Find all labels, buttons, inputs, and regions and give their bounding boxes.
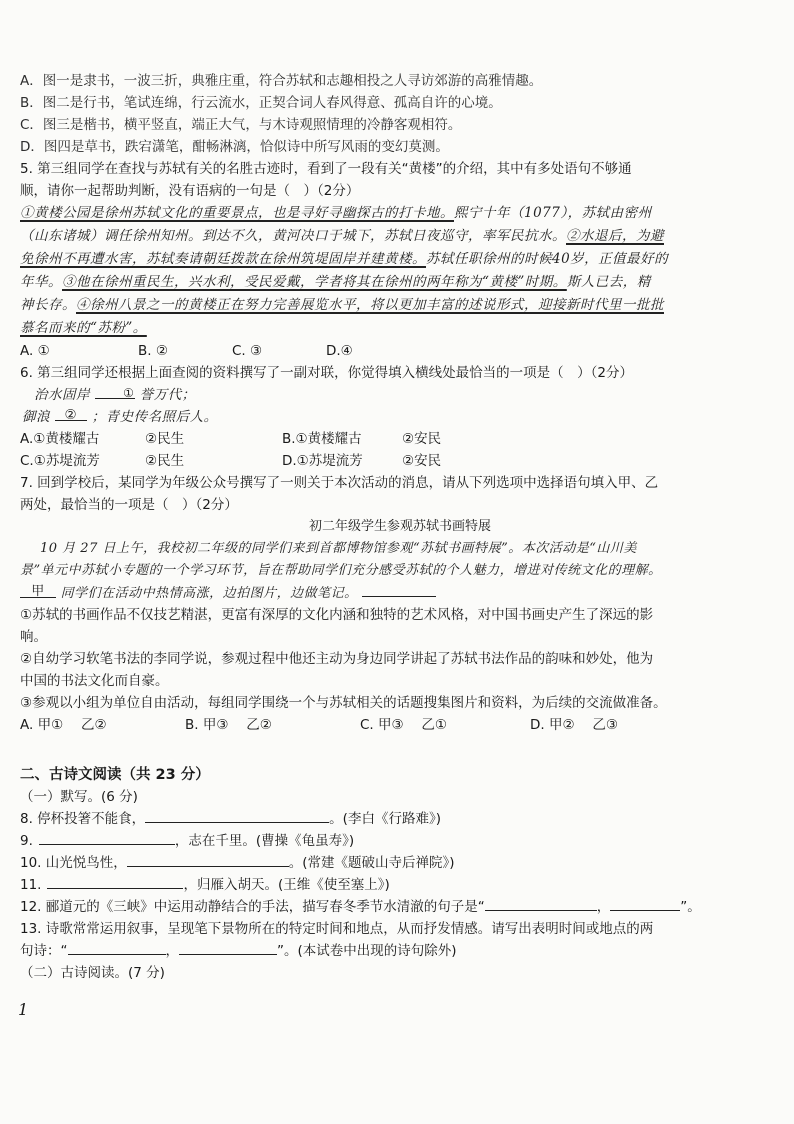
spacer	[20, 736, 780, 764]
q5-sentence-4-cont: 慕名而来的“苏粉”。	[20, 320, 147, 336]
q12-text: 12. 郦道元的《三峡》中运用动静结合的手法，描写春冬季节水清澈的句子是“	[20, 899, 485, 915]
q11	[20, 874, 780, 896]
q5-passage-line1	[20, 202, 780, 225]
q4-option-b: B．图二是行书，笔试连绵，行云流水，正契合词人春风得意、孤高自许的心境。	[20, 95, 502, 111]
q13-line1: 13. 诗歌常常运用叙事，呈现笔下景物所在的特定时间和地点，从而抒发情感。请写出表明时间或地点的两	[20, 921, 654, 937]
couplet-text: 御浪	[22, 409, 50, 425]
q12-blank-2[interactable]	[610, 896, 680, 911]
blank-2[interactable]	[55, 406, 87, 421]
q6-stem: 6. 第三组同学还根据上面查阅的资料撰写了一副对联，你觉得填入横线处最恰当的一项是（ ）（2分）	[20, 365, 634, 381]
couplet-line1	[20, 384, 780, 406]
blank-1[interactable]	[95, 384, 135, 399]
q4-option-d: D．图四是草书，跌宕潇笔，酣畅淋漓，恰似诗中所写风雨的变幻莫测。	[20, 139, 449, 155]
q5-sentence-4: ④徐州八景之一的黄楼正在努力完善展览水平，将以更加丰富的述说形式，迎接新时代里一批批	[76, 297, 664, 313]
q7-stem-line1: 7. 回到学校后，某同学为年级公众号撰写了一则关于本次活动的消息，请从下列选项中选择语句填入甲、乙	[20, 475, 659, 491]
q5-option[interactable]: A. ①	[20, 343, 50, 359]
q5-text: 斯人已去，精	[566, 274, 651, 290]
q7-sentence-2a: ②自幼学习软笔书法的李同学说，参观过程中他还主动为身边同学讲起了苏轼书法作品的韵味和妙处，他为	[20, 651, 654, 667]
q9-blank[interactable]	[39, 830, 175, 845]
q13-note: ”。(本试卷中出现的诗句除外)	[277, 943, 457, 959]
q5-sentence-3: ③他在徐州重民生，兴水利，受民爱戴，学者将其在徐州的两年称为“黄楼”时期。	[62, 274, 567, 290]
q6-option-c-2: ②民生	[145, 453, 185, 469]
q13-comma: ，	[165, 943, 179, 959]
q7-sentence-3: ③参观以小组为单位自由活动，每组同学围绕一个与苏轼相关的话题搜集图片和资料，为后续的交流做准备。	[20, 695, 667, 711]
news-body-line1: 10 月 27 日上午，我校初二年级的同学们来到首都博物馆参观“苏轼书画特展”。本次活动是“山川美	[40, 541, 637, 556]
q9	[20, 830, 780, 852]
q5-text: 神长存。	[20, 297, 76, 313]
subsection-2-title: （二）古诗阅读。(7 分)	[20, 965, 165, 981]
subsection-1-title: （一）默写。(6 分)	[20, 789, 138, 805]
blank-1-mark: ①	[123, 386, 135, 400]
q5-text: 苏轼任职徐州的时候40岁，正值最好的	[426, 251, 669, 267]
q7-sentence-1a: ①苏轼的书画作品不仅技艺精湛，更富有深厚的文化内涵和独特的艺术风格，对中国书画史产生了深远的影	[20, 607, 654, 623]
q7-option[interactable]: B. 甲③ 乙②	[185, 717, 272, 733]
q5-text: 年华。	[20, 274, 62, 290]
q5-text: 熙宁十年（1077），苏轼由密州	[454, 205, 652, 221]
q5-option[interactable]: B. ②	[138, 343, 168, 359]
q10-source: 。(常建《题破山寺后禅院》)	[288, 855, 455, 871]
q12-comma: ，	[596, 899, 611, 915]
q7-options	[20, 714, 780, 736]
news-body-line2: 景”单元中苏轼小专题的一个学习环节，旨在帮助同学们充分感受苏轼的个人魅力，增进对传统文化的理解。	[20, 563, 662, 578]
q6-options-row1	[20, 428, 780, 450]
news-body-line3	[20, 582, 780, 604]
q11-blank[interactable]	[47, 874, 183, 889]
page-number: 1	[18, 1000, 29, 1019]
blank-2-mark: ②	[64, 407, 78, 423]
q9-number: 9.	[20, 833, 33, 849]
q5-passage-line5	[20, 294, 780, 317]
q6-option-a-2: ②民生	[145, 431, 185, 447]
q10	[20, 852, 780, 874]
q10-blank[interactable]	[127, 852, 289, 867]
q13-blank-1[interactable]	[68, 940, 166, 955]
q7-option[interactable]: C. 甲③ 乙①	[360, 717, 448, 733]
q5-stem-line2: 顺，请你一起帮助判断，没有语病的一句是（ ）（2分）	[20, 183, 360, 199]
q6-option-d[interactable]: D.①苏堤流芳	[282, 453, 363, 469]
exam-page	[20, 70, 780, 984]
q13-blank-2[interactable]	[179, 940, 277, 955]
news-text: 同学们在活动中热情高涨，边拍图片，边做笔记。	[60, 586, 358, 601]
q11-number: 11.	[20, 877, 42, 893]
q8-source: 。(李白《行路难》)	[329, 811, 441, 827]
q6-options-row2	[20, 450, 780, 472]
couplet-text: 治水固岸	[34, 387, 90, 403]
q5-passage-line3	[20, 248, 780, 271]
q5-passage-line2	[20, 225, 780, 248]
q9-source: ，志在千里。(曹操《龟虽寿》)	[174, 833, 355, 849]
q13-open: 句诗：“	[20, 943, 68, 959]
q6-option-d-2: ②安民	[402, 453, 442, 469]
q8-text: 8. 停杯投箸不能食，	[20, 811, 146, 827]
q4-option-a: A．图一是隶书，一波三折，典雅庄重，符合苏轼和志趣相投之人寻访郊游的高雅情趣。	[20, 73, 543, 89]
q8	[20, 808, 780, 830]
blank-yi[interactable]	[362, 582, 436, 597]
q5-text: （山东诸城）调任徐州知州。到达不久，黄河决口于城下，苏轼日夜巡守，率军民抗水。	[20, 228, 566, 244]
q4-option-c: C．图三是楷书，横平竖直，端正大气，与木诗观照情理的冷静客观相符。	[20, 117, 462, 133]
blank-jia[interactable]	[20, 583, 56, 598]
q5-stem-line1: 5. 第三组同学在查找与苏轼有关的名胜古迹时，看到了一段有关“黄楼”的介绍，其中有多处语句不够通	[20, 161, 632, 177]
q12-close: ”。	[680, 899, 701, 915]
q12-blank-1[interactable]	[485, 896, 597, 911]
q11-source: ，归雁入胡天。(王维《使至塞上》)	[183, 877, 390, 893]
q7-stem-line2: 两处，最恰当的一项是（ ）（2分）	[20, 497, 238, 513]
q8-blank[interactable]	[145, 808, 329, 823]
q6-option-b[interactable]: B.①黄楼耀古	[282, 431, 362, 447]
q6-option-c[interactable]: C.①苏堤流芳	[20, 453, 100, 469]
q5-options	[20, 340, 780, 362]
couplet-text: ；青史传名照后人。	[91, 409, 218, 425]
q10-text: 10. 山光悦鸟性，	[20, 855, 127, 871]
q5-option[interactable]: D.④	[326, 343, 353, 359]
q5-option[interactable]: C. ③	[232, 343, 263, 359]
q5-sentence-2-cont: 免徐州不再遭水害，苏轼奏请朝廷拨款在徐州筑堤固岸并建黄楼。	[20, 251, 426, 267]
couplet-text: 誉万代；	[139, 387, 196, 403]
q7-option[interactable]: D. 甲② 乙③	[530, 717, 618, 733]
section-2-title: 二、古诗文阅读（共 23 分）	[20, 767, 210, 783]
q6-option-b-2: ②安民	[402, 431, 442, 447]
q7-sentence-2b: 中国的书法文化而自豪。	[20, 673, 169, 689]
couplet-line2	[20, 406, 780, 428]
q5-sentence-1: ①黄楼公园是徐州苏轼文化的重要景点，也是寻好寻幽探古的打卡地。	[20, 205, 454, 221]
q7-option[interactable]: A. 甲① 乙②	[20, 717, 107, 733]
q5-passage-line4	[20, 271, 780, 294]
q7-sentence-1b: 响。	[20, 629, 47, 645]
blank-jia-label: 甲	[31, 584, 45, 599]
q6-option-a[interactable]: A.①黄楼耀古	[20, 431, 100, 447]
q13-line2	[20, 940, 780, 962]
q12	[20, 896, 780, 918]
q5-passage-line6	[20, 317, 780, 340]
q5-sentence-2: ②水退后，为避	[566, 228, 664, 244]
news-title: 初二年级学生参观苏轼书画特展	[308, 519, 491, 534]
